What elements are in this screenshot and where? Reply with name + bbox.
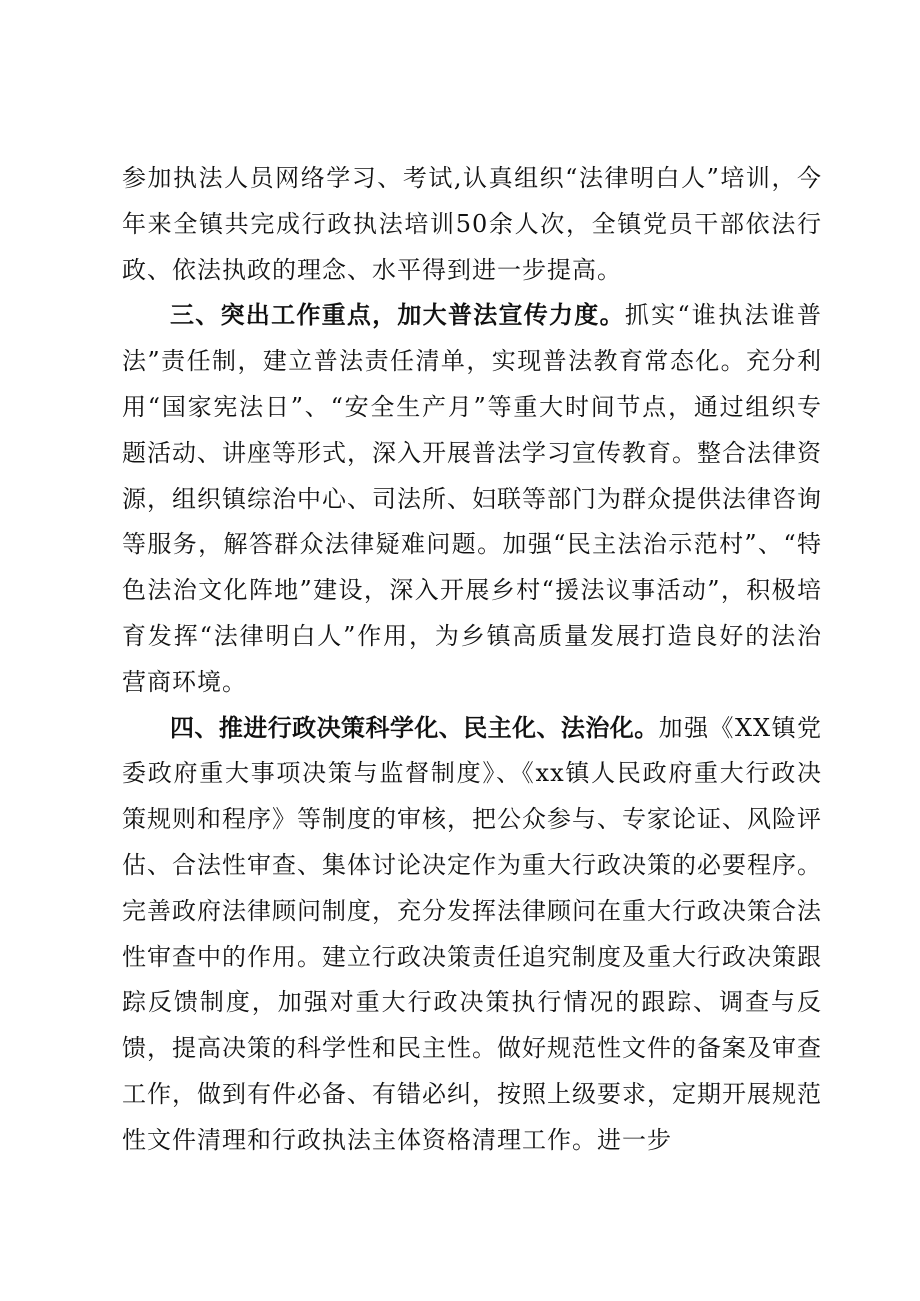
paragraph-continuation [122,156,822,293]
paragraph-text: 抓实“谁执法谁普法”责任制，建立普法责任清单，实现普法教育常态化。充分利用“国家宪法日”、“安全生产月”等重大时间节点，通过组织专题活动、讲座等形式，深入开展普法学习宣传教育。整合法律资源，组织镇综治中心、司法所、妇联等部门为群众提供法律咨询等服务，解答群众法律疑难问题。加强“民主法治示范村”、“特色法治文化阵地”建设，深入开展乡村“援法议事活动”，积极培育发挥“法律明白人”作用，为乡镇高质量发展打造良好的法治营商环境。 [122,301,822,696]
document-body [122,156,822,1164]
section-heading-three: 三、突出工作重点，加大普法宣传力度。 [170,301,625,330]
paragraph-section-four [122,706,822,1164]
section-heading-four: 四、推进行政决策科学化、民主化、法治化。 [170,713,659,742]
paragraph-text: 参加执法人员网络学习、考试,认真组织“法律明白人”培训，今年来全镇共完成行政执法培训50余人次，全镇党员干部依法行政、依法执政的理念、水平得到进一步提高。 [122,164,822,284]
paragraph-section-three [122,293,822,705]
paragraph-text: 加强《XX镇党委政府重大事项决策与监督制度》、《xx镇人民政府重大行政决策规则和程序》等制度的审核，把公众参与、专家论证、风险评估、合法性审查、集体讨论决定作为重大行政决策的必要程序。完善政府法律顾问制度，充分发挥法律顾问在重大行政决策合法性审查中的作用。建立行政决策责任追究制度及重大行政决策跟踪反馈制度，加强对重大行政决策执行情况的跟踪、调查与反馈，提高决策的科学性和民主性。做好规范性文件的备案及审查工作，做到有件必备、有错必纠，按照上级要求，定期开展规范性文件清理和行政执法主体资格清理工作。进一步 [122,713,823,1154]
